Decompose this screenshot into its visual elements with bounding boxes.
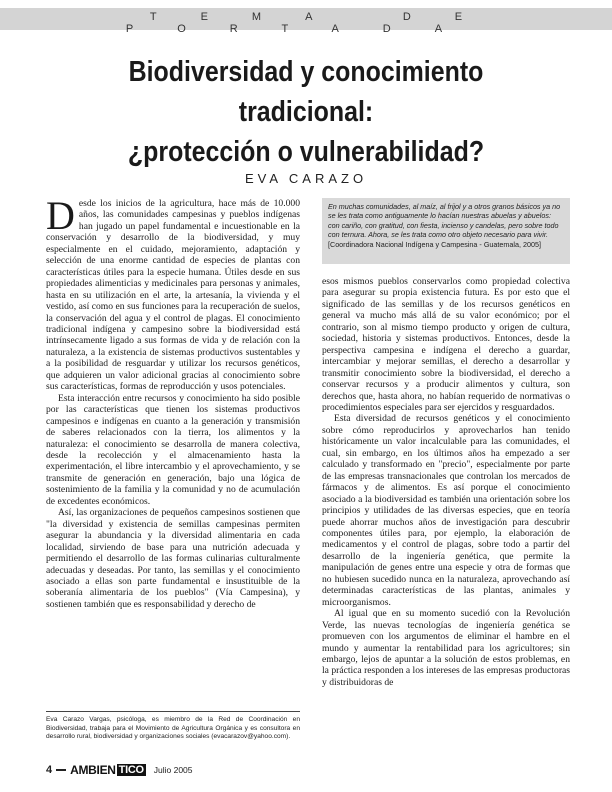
pull-quote-box: [322, 198, 570, 264]
article-title: [60, 52, 552, 172]
article-author: EVA CARAZO: [244, 171, 368, 186]
magazine-logo: [70, 763, 146, 777]
section-label: TEMA DE PORTADA: [125, 11, 507, 35]
article-title-line-1: Biodiversidad y conocimiento tradicional:: [128, 56, 484, 128]
magazine-logo-part-1: AMBIEN: [70, 763, 116, 777]
issue-date: Julio 2005: [153, 765, 193, 775]
footnote-divider: [46, 711, 300, 712]
article-title-line-2: ¿protección o vulnerabilidad?: [127, 136, 485, 168]
pull-quote-text: En muchas comunidades, al maíz, al frijol y a otros granos básicos ya no se les trata como antiguamente lo hacían nuestras abuelas y abuelos: con cariño, con gratitud, con fiesta, incienso y candelas, pero sobre todo con ternura. Ahora, se les trata como otro objeto necesario para vivir.: [328, 202, 561, 240]
page-footer: [46, 762, 193, 778]
drop-cap: D: [46, 193, 75, 238]
author-footnote: Eva Carazo Vargas, psicóloga, es miembro de la Red de Coordinación en Biodiversidad, trabaja para el Movimiento de Agricultura Orgánica y es consultora en desarrollo rural, biodiversidad y organizaciones sociales (evacarazov@yahoo.com).: [46, 716, 300, 741]
pull-quote-source: [Coordinadora Nacional Indígena y Campesina - Guatemala, 2005]: [328, 239, 541, 249]
paragraph-1-text: esde los inicios de la agricultura, hace más de 10.000 años, las comunidades campesinas y pueblos indígenas han jugado un papel fundamental e incuestionable en la conservación y desarrollo de la biodiversidad, y muy especialmente en el cuidado, mejoramiento, adaptación y selección de una enorme cantidad de especies de plantas con características útiles para la especie humana. Útiles desde en sus propiedades alimenticias y medicinales para personas y animales, hasta en su utilización en el arte, la artesanía, la vivienda y el vestido, así como en sus funciones para la recuperación de suelos, la conservación del agua y el control de plagas. El conocimiento tradicional indígena y campesino sobre la biodiversidad está intrínsecamente ligado a sus formas de vida y de relación con la naturaleza, a la existencia de sistemas productivos sustentables y a la posibilidad de resguardar y utilizar los recursos genéticos, que adquieren un valor adicional gracias al conocimiento sobre sus características, formas de reproducción y usos potenciales.: [46, 198, 300, 393]
paragraph-5: Esta diversidad de recursos genéticos y el conocimiento sobre cómo reproducirlos y aprovecharlos han tenido históricamente un valor incalculable para las comunidades, el cual, sin embargo, en los últimos años ha empezado a ser calculado y transformado en "precio", especialmente por parte de las empresas transnacionales que controlan los mercados de fármacos y de alimentos. Es así porque el conocimiento asociado a la biodiversidad es también una orientación sobre los principios y utilidades de las diversas especies, que en teoría puede ahorrar muchos años de investigación para descubrir componentes útiles para, por ejemplo, la elaboración de medicamentos y el control de plagas, sobre todo a partir del desarrollo de la ingeniería genética, que permite la manipulación de genes entre una especie y otra de formas que no hubiesen sucedido nunca en la naturaleza, aprovechando así determinadas características de las plantas, animales y microorganismos.: [322, 413, 570, 608]
paragraph-2: Esta interacción entre recursos y conocimiento ha sido posible por las características que tienen los sistemas productivos campesinos e indígenas en cuanto a la generación y transmisión de saberes relacionados con la tierra, los alimentos y la naturaleza: el conocimiento se desarrolla de manera colectiva, desde la recolección y el almacenamiento hasta la experimentación, el libre intercambio y el aprovechamiento, y se transmite de generación en generación, bajo una lógica de sostenimiento de la familia y la comunidad y no de acumulación de excedentes económicos.: [46, 392, 300, 507]
paragraph-1: [46, 193, 300, 393]
page-number: 4: [46, 764, 53, 776]
footer-dash: [56, 769, 66, 771]
paragraph-3: Así, las organizaciones de pequeños campesinos sostienen que "la diversidad y existencia de semillas campesinas permiten asegurar la abundancia y la diversidad alimentaria en cada localidad, sirviendo de base para una nutrición adecuada y permitiendo el desarrollo de las formas culinarias culturalmente adecuadas y deseadas. Por tanto, las semillas y el conocimiento asociado a ellas son parte fundamental e insustituible de la soberanía alimentaria de los pueblos" (Vía Campesina), y sostienen también que es responsabilidad y derecho de: [46, 507, 300, 610]
left-column: [46, 193, 300, 610]
paragraph-6: Al igual que en su momento sucedió con la Revolución Verde, las nuevas tecnologías de ingeniería genética se promueven con los argumentos de eliminar el hambre en el mundo y aumentar la rentabilidad para los agricultores; sin embargo, lejos de apuntar a la solución de estos problemas, en la práctica responden a los intereses de las empresas productoras y distribuidoras de: [322, 608, 571, 688]
right-column: [322, 276, 570, 688]
magazine-logo-part-2: TICO: [118, 764, 144, 776]
paragraph-4: esos mismos pueblos conservarlos como propiedad colectiva para asegurar su propia existencia futura. Es por esto que el significado de las semillas y de los recursos genéticos en general va mucho más allá de su valor económico; por el contrario, son al mismo tiempo producto y origen de cultura, sociedad, historia y sistemas productivos. Entonces, desde la perspectiva campesina e indígena el derecho a guardar, intercambiar y mejorar semillas, el derecho a desarrollar y transmitir conocimiento sobre la biodiversidad, el derecho a conservar recursos y a producir alimentos y cultura, son derechos que, hasta ahora, no habían requerido de normativas o procedimientos especiales para ser ejercidos y resguardados.: [322, 276, 570, 413]
